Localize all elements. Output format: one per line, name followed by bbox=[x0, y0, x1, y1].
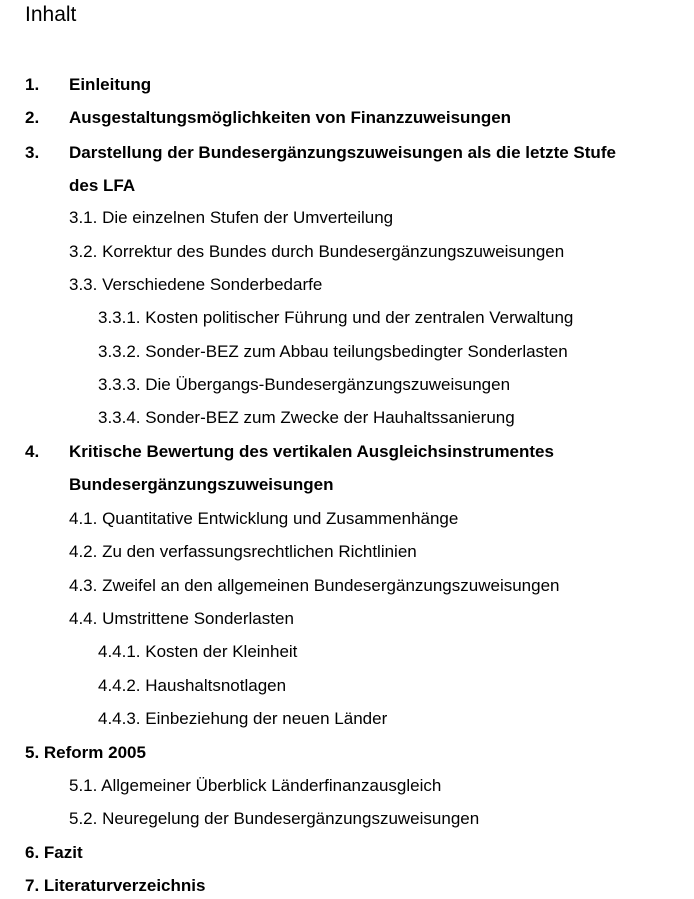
page-title: Inhalt bbox=[25, 3, 77, 26]
toc-entry-4-4: 4.4. Umstrittene Sonderlasten bbox=[69, 609, 294, 628]
toc-entry-4-4-3: 4.4.3. Einbeziehung der neuen Länder bbox=[98, 709, 388, 728]
toc-entry-text: Ausgestaltungsmöglichkeiten von Finanzzuweisungen bbox=[69, 108, 512, 127]
toc-entry-4-3: 4.3. Zweifel an den allgemeinen Bundesergänzungszuweisungen bbox=[69, 576, 560, 595]
toc-entry-7: 7. Literaturverzeichnis bbox=[25, 876, 206, 895]
toc-entry-text: Kritische Bewertung des vertikalen Ausgleichsinstrumentes bbox=[69, 442, 554, 461]
toc-entry-4-2: 4.2. Zu den verfassungsrechtlichen Richtlinien bbox=[69, 542, 417, 561]
toc-entry-3-3-2: 3.3.2. Sonder-BEZ zum Abbau teilungsbedingter Sonderlasten bbox=[98, 342, 568, 361]
toc-entry-3-2: 3.2. Korrektur des Bundes durch Bundesergänzungszuweisungen bbox=[69, 242, 565, 261]
toc-entry-number: 3. bbox=[25, 143, 40, 162]
toc-entry-3-1: 3.1. Die einzelnen Stufen der Umverteilung bbox=[69, 208, 394, 227]
toc-entry-5: 5. Reform 2005 bbox=[25, 743, 146, 762]
toc-entry-number: 1. bbox=[25, 75, 40, 94]
toc-entry-3-3-3: 3.3.3. Die Übergangs-Bundesergänzungszuweisungen bbox=[98, 375, 511, 394]
toc-entry-4-1: 4.1. Quantitative Entwicklung und Zusammenhänge bbox=[69, 509, 459, 528]
toc-entry-text: Darstellung der Bundesergänzungszuweisungen als die letzte Stufe bbox=[69, 143, 616, 162]
toc-entry-number: 2. bbox=[25, 108, 40, 127]
toc-entry-4-4-2: 4.4.2. Haushaltsnotlagen bbox=[98, 676, 287, 695]
toc-entry-text: des LFA bbox=[69, 176, 136, 195]
toc-entry-5-2: 5.2. Neuregelung der Bundesergänzungszuweisungen bbox=[69, 809, 480, 828]
toc-entry-4-4-1: 4.4.1. Kosten der Kleinheit bbox=[98, 642, 298, 661]
toc-entry-5-1: 5.1. Allgemeiner Überblick Länderfinanzausgleich bbox=[69, 776, 442, 795]
toc-entry-6: 6. Fazit bbox=[25, 843, 83, 862]
toc-entry-3-3-1: 3.3.1. Kosten politischer Führung und der zentralen Verwaltung bbox=[98, 308, 574, 327]
toc-entry-3-3: 3.3. Verschiedene Sonderbedarfe bbox=[69, 275, 323, 294]
toc-entry-number: 4. bbox=[25, 442, 40, 461]
toc-entry-text: Einleitung bbox=[69, 75, 152, 94]
toc-entry-3-3-4: 3.3.4. Sonder-BEZ zum Zwecke der Hauhaltssanierung bbox=[98, 408, 515, 427]
toc-entry-text: Bundesergänzungszuweisungen bbox=[69, 475, 334, 494]
